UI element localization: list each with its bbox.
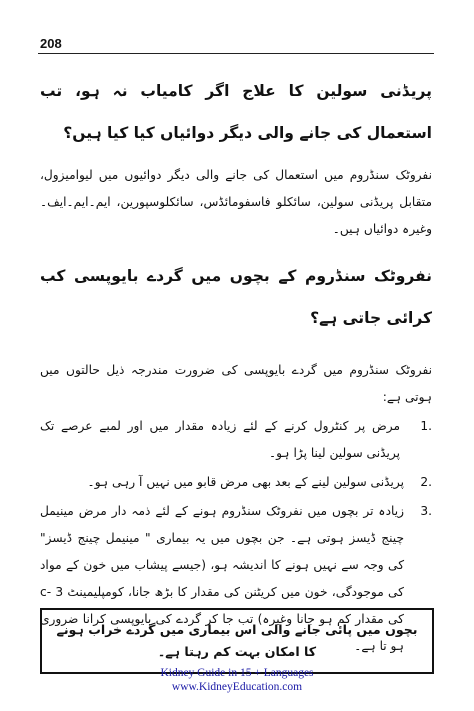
list-text: پریڈنی سولین لینے کے بعد بھی مرض قابو میں نہیں آ رہی ہو۔ bbox=[87, 475, 404, 489]
list-item bbox=[40, 413, 432, 467]
callout-box: بچوں میں پائی جانے والی اس بیماری میں گردے خراب ہونے کا امکان بہت کم رہتا ہے۔ bbox=[40, 608, 434, 674]
footer-guide-title: Kidney Guide in 15 + Languages bbox=[160, 667, 314, 679]
biopsy-intro: نفروٹک سنڈروم میں گردے بایوپسی کی ضرورت مندرجہ ذیل حالتوں میں ہوتی ہے: bbox=[40, 363, 432, 404]
footer bbox=[0, 666, 474, 694]
page-body bbox=[40, 70, 432, 660]
list-number: 1. bbox=[420, 419, 432, 433]
list-text: زیادہ تر بچوں میں نفروٹک سنڈروم ہونے کے لئے ذمہ دار مرض مینیمل چینج ڈیسز ہوتی ہے۔ جن بچوں میں یہ بیماری " مینیمل چینج ڈیسز" کی وجہ سے نہیں ہونے کا اندیشہ ہو، (جیسے پیشاب میں خون کے مواد کی موجودگی، خون میں کریٹنن کی مقدار کا بڑھ جانا، کومپلیمینٹ c- 3 کی مقدار کم ہو جانا وغیرہ) تب جا کر گردے کی بایوپسی کرانا ضروری ہو تا ہے۔ bbox=[40, 504, 404, 653]
page-number: 208 bbox=[40, 36, 62, 51]
footer-website-link[interactable]: www.KidneyEducation.com bbox=[171, 681, 303, 693]
list-number: 2. bbox=[420, 475, 432, 489]
list-text: مرض پر کنٹرول کرنے کے لئے زیادہ مقدار میں اور لمبے عرصے تک پریڈنی سولین لینا پڑا ہو۔ bbox=[40, 419, 400, 460]
list-item bbox=[40, 469, 432, 496]
header-divider bbox=[38, 53, 434, 54]
list-number: 3. bbox=[420, 504, 432, 518]
paragraph-other-medicines: نفروٹک سنڈروم میں استعمال کی جانے والی دیگر دوائیوں میں لیوامیزول، متقابل پریڈنی سولین، سائکلو فاسفومائڈس، سائکلوسپورین، ایم۔ایم۔ایف۔ وغیرہ دوائیاں ہیں۔ bbox=[40, 168, 432, 236]
heading-other-medicines: پریڈنی سولین کا علاج اگر کامیاب نہ ہو، تب استعمال کی جانے والی دیگر دوائیاں کیا کیا ہیں؟ bbox=[40, 82, 432, 142]
heading-kidney-biopsy: نفروٹک سنڈروم کے بچوں میں گردے بایوپسی کب کرائی جاتی ہے؟ bbox=[40, 267, 432, 327]
